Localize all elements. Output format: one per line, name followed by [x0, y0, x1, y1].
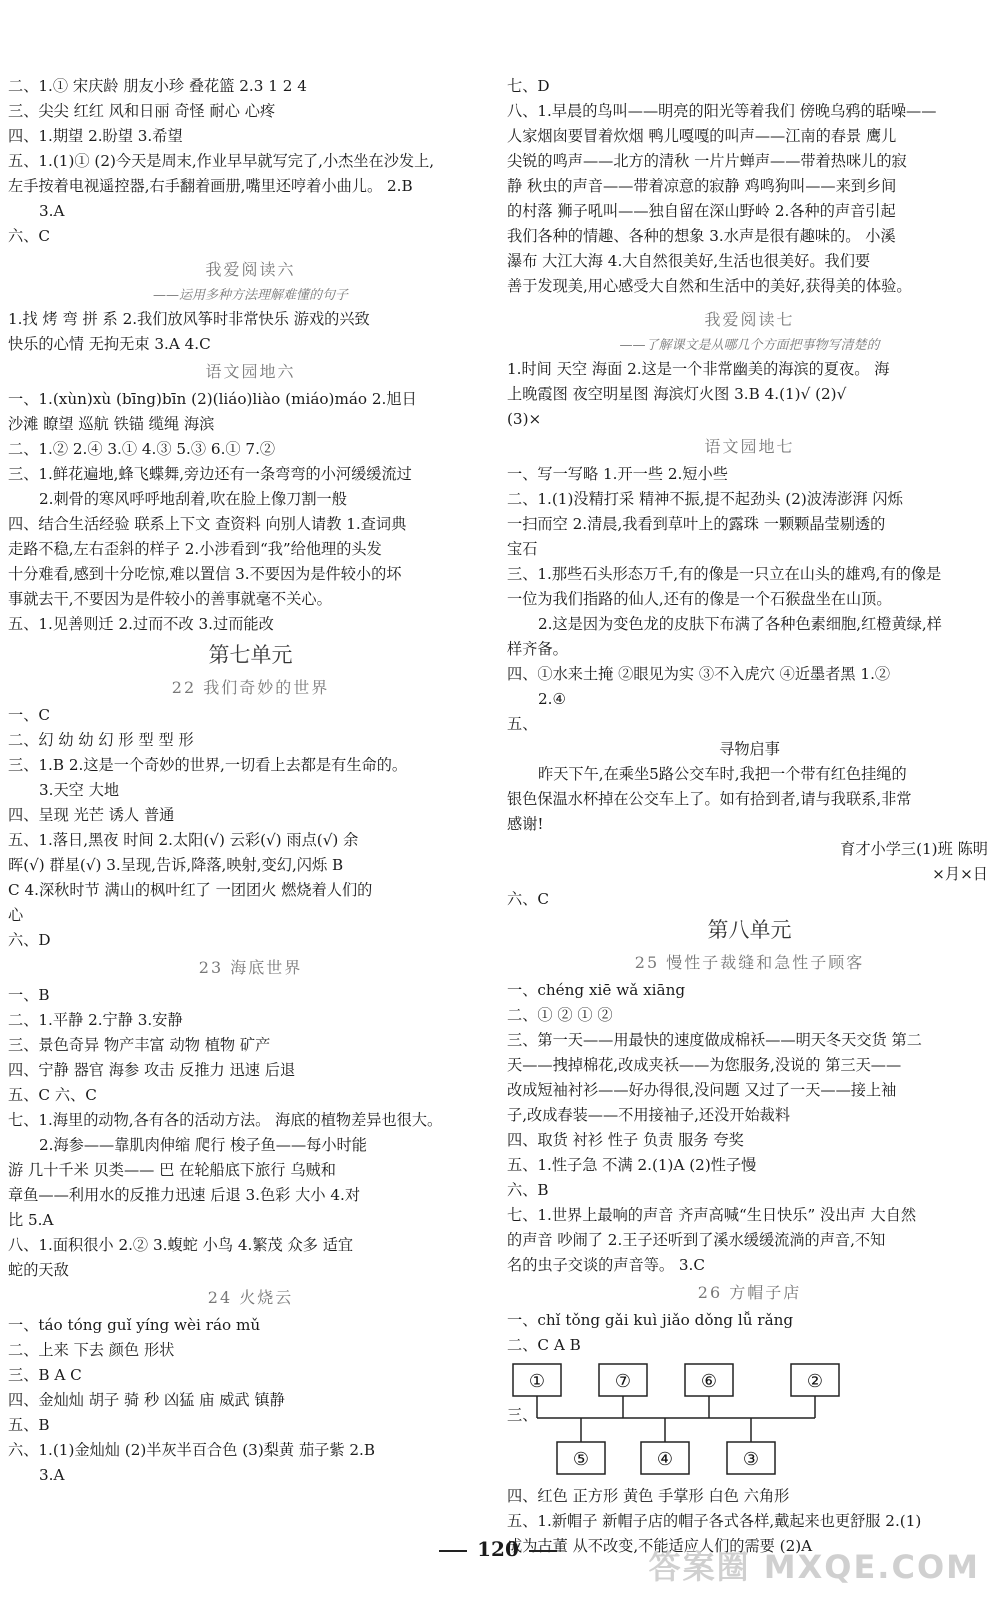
answer-line: 四、1.期望 2.盼望 3.希望 — [8, 127, 183, 145]
section-subtitle: ——了解课文是从哪几个方面把事物写清楚的 — [619, 338, 880, 353]
answer-line: 上晚霞图 夜空明星图 海滨灯火图 3.B 4.(1)√ (2)√ — [507, 385, 847, 403]
answer-line: 的村落 狮子吼叫——独自留在深山野岭 2.各种的声音引起 — [507, 202, 896, 220]
unit-title: 第七单元 — [208, 643, 293, 667]
answer-line: 三、B A C — [8, 1366, 82, 1384]
answer-line: 尖锐的鸣声——北方的清秋 一片片蝉声——带着热咪儿的寂 — [507, 152, 907, 170]
answer-line: 名的虫子交谈的声音等。 3.C — [507, 1256, 706, 1274]
box-diagram — [507, 1360, 992, 1480]
box-label: ② — [806, 1371, 824, 1392]
answer-line: 善于发现美,用心感受大自然和生活中的美好,获得美的体验。 — [507, 277, 912, 295]
answer-line: 五、1.(1)① (2)今天是周末,作业早早就写完了,小杰坐在沙发上, — [8, 152, 435, 170]
answer-line: 3.A — [39, 1466, 65, 1484]
page-number: 120 — [0, 1537, 996, 1561]
answer-line: 事就去干,不要因为是件较小的善事就毫不关心。 — [8, 590, 332, 608]
notice-signature: 育才小学三(1)班 陈明 — [840, 840, 988, 858]
answer-line: 二、① ② ① ② — [507, 1006, 613, 1024]
answer-line: 四、结合生活经验 联系上下文 查资料 向别人请教 1.查词典 — [8, 515, 407, 533]
answer-line: 1.时间 天空 海面 2.这是一个非常幽美的海滨的夏夜。 海 — [507, 360, 890, 378]
answer-line: C 4.深秋时节 满山的枫叶红了 一团团火 燃烧着人们的 — [8, 881, 373, 899]
answer-line: 我们各种的情趣、各种的想象 3.水声是很有趣味的。 小溪 — [507, 227, 896, 245]
answer-line: 子,改成春装——不用接袖子,还没开始裁料 — [507, 1106, 791, 1124]
answer-line: 2.这是因为变色龙的皮肤下布满了各种色素细胞,红橙黄绿,样 — [538, 615, 942, 633]
answer-line: 五、1.新帽子 新帽子店的帽子各式各样,戴起来也更舒服 2.(1) — [507, 1512, 922, 1530]
answer-line: 游 几十千米 贝类—— 巴 在轮船底下旅行 乌贼和 — [8, 1161, 336, 1179]
answer-line: 三、1.B 2.这是一个奇妙的世界,一切看上去都是有生命的。 — [8, 756, 408, 774]
answer-line: 一位为我们指路的仙人,还有的像是一个石猴盘坐在山顶。 — [507, 590, 892, 608]
section-title: 我爱阅读七 — [704, 310, 795, 329]
answer-line: 二、1.② 2.④ 3.① 4.③ 5.③ 6.① 7.② — [8, 440, 276, 458]
answer-line: 左手按着电视遥控器,右手翻着画册,嘴里还哼着小曲儿。 2.B — [8, 177, 413, 195]
answer-line: 二、1.平静 2.宁静 3.安静 — [8, 1011, 183, 1029]
answer-line: 比 5.A — [8, 1211, 54, 1229]
answer-line: 改成短袖衬衫——好办得很,没问题 又过了一天——接上袖 — [507, 1081, 897, 1099]
answer-line: 一、chǐ tǒng gǎi kuì jiǎo dǒng lǚ rǎng — [507, 1311, 794, 1329]
answer-line: 2.海参——靠肌肉伸缩 爬行 梭子鱼——每小时能 — [39, 1136, 367, 1154]
answer-line: 样齐备。 — [507, 640, 568, 658]
section-title: 我爱阅读六 — [205, 260, 296, 279]
answer-line: 三、景色奇异 物产丰富 动物 植物 矿产 — [8, 1036, 271, 1054]
answer-line: 六、D — [8, 931, 51, 949]
section-title: 语文园地六 — [205, 362, 296, 381]
notice-date: ×月×日 — [932, 865, 988, 883]
answer-line: 三、第一天——用最快的速度做成棉袄——明天冬天交货 第二 — [507, 1031, 922, 1049]
answer-line: 章鱼——利用水的反推力迅速 后退 3.色彩 大小 4.对 — [8, 1186, 361, 1204]
answer-line: 二、1.(1)没精打采 精神不振,提不起劲头 (2)波涛澎湃 闪烁 — [507, 490, 903, 508]
answer-line: 五、1.见善则迁 2.过而不改 3.过而能改 — [8, 615, 274, 633]
answer-line: 的声音 吵闹了 2.王子还听到了溪水缓缓流淌的声音,不知 — [507, 1231, 886, 1249]
answer-line: 人家烟囱要冒着炊烟 鸭儿嘎嘎的叫声——江南的春景 鹰儿 — [507, 127, 897, 145]
answer-line: 二、C A B — [507, 1336, 581, 1354]
answer-line: 宝石 — [507, 540, 538, 558]
answer-label: 三、 — [507, 1406, 538, 1424]
section-subtitle: ——运用多种方法理解难懂的句子 — [152, 288, 348, 303]
box-diagram-svg — [507, 1360, 992, 1480]
answer-line: 3.A — [39, 202, 65, 220]
answer-line: 一、chéng xiē wǎ xiāng — [507, 981, 686, 999]
left-column — [8, 74, 493, 1488]
answer-line: 五、1.性子急 不满 2.(1)A (2)性子慢 — [507, 1156, 757, 1174]
answer-line: 四、宁静 器官 海参 攻击 反推力 迅速 后退 — [8, 1061, 296, 1079]
answer-line: 静 秋虫的声音——带着凉意的寂静 鸡鸣狗叫——来到乡间 — [507, 177, 897, 195]
answer-line: 晖(√) 群星(√) 3.呈现,告诉,降落,映射,变幻,闪烁 B — [8, 856, 344, 874]
answer-line: 八、1.面积很小 2.② 3.蝮蛇 小鸟 4.繁茂 众多 适宜 — [8, 1236, 354, 1254]
answer-line: 五、B — [8, 1416, 50, 1434]
answer-line: 二、幻 幼 幼 幻 形 型 型 形 — [8, 731, 194, 749]
answer-line: 2.④ — [538, 690, 567, 708]
box-label: ③ — [742, 1449, 760, 1470]
answer-line: 三、尖尖 红红 风和日丽 奇怪 耐心 心疼 — [8, 102, 276, 120]
answer-line: 七、1.世界上最响的声音 齐声高喊“生日快乐” 没出声 大自然 — [507, 1206, 917, 1224]
answer-line: 四、红色 正方形 黄色 手掌形 白色 六角形 — [507, 1487, 790, 1505]
box-label: ⑤ — [572, 1449, 590, 1470]
answer-line: 沙滩 瞭望 巡航 铁锚 缆绳 海滨 — [8, 415, 215, 433]
answer-line: 瀑布 大江大海 4.大自然很美好,生活也很美好。我们要 — [507, 252, 871, 270]
answer-line: 六、1.(1)金灿灿 (2)半灰半百合色 (3)梨黄 茄子紫 2.B — [8, 1441, 375, 1459]
answer-line: 一、C — [8, 706, 50, 724]
notice-body: 感谢! — [507, 815, 544, 833]
answer-line: 七、1.海里的动物,各有各的活动方法。 海底的植物差异也很大。 — [8, 1111, 443, 1129]
notice-title: 寻物启事 — [719, 740, 780, 758]
answer-line: 六、C — [507, 890, 549, 908]
answer-line: 成为古董 从不改变,不能适应人们的需要 (2)A — [507, 1537, 813, 1555]
box-label: ④ — [656, 1449, 674, 1470]
right-column — [507, 74, 992, 1559]
answer-line: 一、táo tóng guǐ yíng wèi ráo mǔ — [8, 1316, 261, 1334]
answer-line: 心 — [8, 906, 24, 924]
answer-line: 六、B — [507, 1181, 549, 1199]
answer-line: 天——拽掉棉花,改成夹袄——为您服务,没说的 第三天—— — [507, 1056, 902, 1074]
answer-line: 八、1.早晨的鸟叫——明亮的阳光等着我们 傍晚乌鸦的聒噪—— — [507, 102, 937, 120]
answer-line: 一、1.(xùn)xù (bīng)bīn (2)(liáo)liào (miáo)máo 2.旭日 — [8, 390, 417, 408]
answer-line: 三、1.鲜花遍地,蜂飞蝶舞,旁边还有一条弯弯的小河缓缓流过 — [8, 465, 412, 483]
lesson-title: 24 火烧云 — [207, 1288, 294, 1307]
answer-line: (3)× — [507, 410, 542, 428]
lesson-title: 26 方帽子店 — [697, 1283, 802, 1302]
answer-line: 一、写一写略 1.开一些 2.短小些 — [507, 465, 728, 483]
answer-line: 蛇的天敌 — [8, 1261, 69, 1279]
notice-body: 银色保温水杯掉在公交车上了。如有拾到者,请与我联系,非常 — [507, 790, 912, 808]
watermark-logo: 答案圈 MXQE.COM — [648, 1548, 980, 1586]
answer-line: 3.天空 大地 — [39, 781, 120, 799]
answer-line: 十分难看,感到十分吃惊,难以置信 3.不要因为是件较小的坏 — [8, 565, 402, 583]
answer-line: 一扫而空 2.清晨,我看到草叶上的露珠 一颗颗晶莹剔透的 — [507, 515, 886, 533]
lesson-title: 25 慢性子裁缝和急性子顾客 — [634, 953, 865, 972]
answer-line: 五、1.落日,黑夜 时间 2.太阳(√) 云彩(√) 雨点(√) 余 — [8, 831, 359, 849]
box-label: ⑦ — [614, 1371, 632, 1392]
answer-line: 四、呈现 光芒 诱人 普通 — [8, 806, 175, 824]
section-title: 语文园地七 — [704, 437, 795, 456]
answer-line: 一、B — [8, 986, 50, 1004]
answer-line: 走路不稳,左右歪斜的样子 2.小涉看到“我”给他理的头发 — [8, 540, 382, 558]
answer-line: 1.找 烤 弯 拼 系 2.我们放风筝时非常快乐 游戏的兴致 — [8, 310, 370, 328]
answer-line: 四、①水来土掩 ②眼见为实 ③不入虎穴 ④近墨者黑 1.② — [507, 665, 891, 683]
answer-line: 2.刺骨的寒风呼呼地刮着,吹在脸上像刀割一般 — [39, 490, 347, 508]
answer-line: 快乐的心情 无拘无束 3.A 4.C — [8, 335, 211, 353]
answer-line: 三、1.那些石头形态万千,有的像是一只立在山头的雄鸡,有的像是 — [507, 565, 942, 583]
answer-line: 四、取货 衬衫 性子 负责 服务 夸奖 — [507, 1131, 744, 1149]
answer-line: 六、C — [8, 227, 50, 245]
answer-line: 五、C 六、C — [8, 1086, 97, 1104]
unit-title: 第八单元 — [707, 918, 792, 942]
answer-line: 二、1.① 宋庆龄 朋友小珍 叠花篮 2.3 1 2 4 — [8, 77, 307, 95]
answer-line: 四、金灿灿 胡子 骑 秒 凶猛 庙 威武 镇静 — [8, 1391, 285, 1409]
answer-line: 七、D — [507, 77, 550, 95]
lesson-title: 23 海底世界 — [198, 958, 303, 977]
box-label: ⑥ — [700, 1371, 718, 1392]
lesson-title: 22 我们奇妙的世界 — [171, 678, 330, 697]
notice-body: 昨天下午,在乘坐5路公交车时,我把一个带有红色挂绳的 — [538, 765, 907, 783]
answer-line: 五、 — [507, 715, 538, 733]
box-label: ① — [528, 1371, 546, 1392]
answer-line: 二、上来 下去 颜色 形状 — [8, 1341, 175, 1359]
